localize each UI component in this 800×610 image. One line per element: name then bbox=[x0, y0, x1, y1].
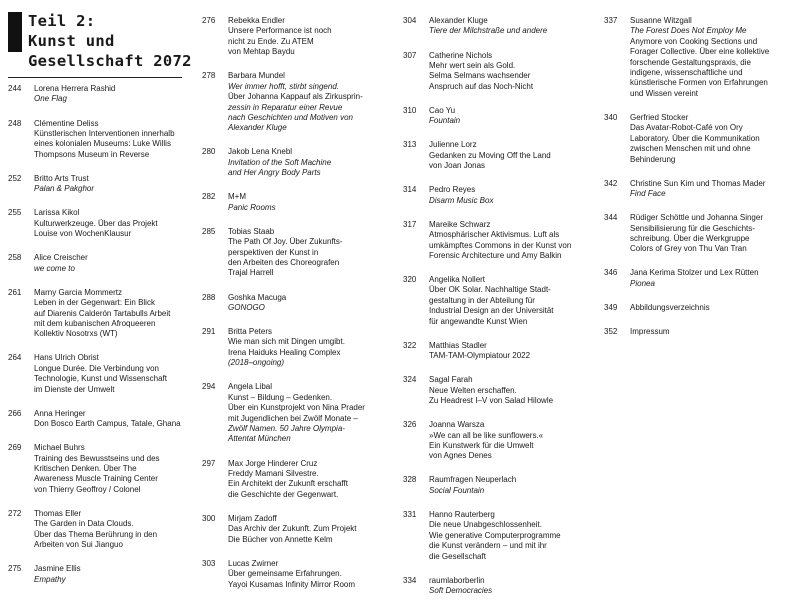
entry-author: Catherine Nichols bbox=[429, 50, 493, 60]
page-number: 261 bbox=[8, 287, 22, 297]
entry-author: Pedro Reyes bbox=[429, 185, 476, 195]
entry-author: Abbildungsverzeichnis bbox=[630, 302, 710, 312]
toc-entry[interactable] bbox=[403, 375, 593, 406]
entry-author: Alexander Kluge bbox=[429, 16, 488, 25]
entry-text bbox=[228, 192, 392, 213]
entry-line: Zu Headrest I–V von Salad Hilowle bbox=[429, 396, 554, 406]
entry-line: Das Avatar-Robot-Café von Ory bbox=[630, 123, 743, 133]
entry-line: Kunst – Bildung – Gedenken. bbox=[228, 392, 333, 402]
page-number: 344 bbox=[604, 213, 618, 223]
entry-author: Matthias Stadler bbox=[429, 340, 487, 350]
entry-line: Über das Thema Berührung in den bbox=[34, 529, 158, 539]
toc-entry[interactable] bbox=[604, 303, 798, 313]
entry-line: die Kunst verändern – und mit ihr bbox=[429, 541, 547, 551]
toc-entry[interactable] bbox=[202, 71, 392, 133]
entry-line: and Her Angry Body Parts bbox=[228, 168, 321, 178]
page-number: 272 bbox=[8, 508, 22, 518]
entry-line: Kritischen Denken. Über The bbox=[34, 464, 137, 474]
entry-line: zessin in Reparatur einer Revue bbox=[228, 102, 343, 112]
page-number: 331 bbox=[403, 509, 417, 519]
entry-line: Wie generative Computerprogramme bbox=[429, 530, 561, 540]
entry-author: Max Jorge Hinderer Cruz bbox=[228, 458, 318, 468]
toc-entry[interactable] bbox=[202, 382, 392, 444]
entry-line: von Agnes Denes bbox=[429, 451, 492, 461]
entry-author: Lorena Herrera Rashid bbox=[34, 84, 116, 93]
entry-text bbox=[630, 327, 798, 337]
entry-line: Colors of Grey von Thu Van Tran bbox=[630, 244, 747, 254]
entry-line: nach Geschichten und Motiven von bbox=[228, 112, 353, 122]
page-number: 280 bbox=[202, 147, 216, 157]
page-number: 313 bbox=[403, 140, 417, 150]
toc-entry[interactable] bbox=[202, 147, 392, 178]
entry-author: Cao Yu bbox=[429, 105, 456, 115]
entry-author: Jasmine Ellis bbox=[34, 564, 81, 574]
entry-line: Wie man sich mit Dingen umgibt. bbox=[228, 337, 345, 347]
page-number: 244 bbox=[8, 84, 22, 93]
entry-author: Larissa Kikol bbox=[34, 208, 80, 218]
page-number: 337 bbox=[604, 16, 618, 25]
entry-author: Britta Peters bbox=[228, 327, 273, 337]
toc-entry[interactable] bbox=[403, 576, 593, 597]
toc-entry[interactable] bbox=[8, 208, 190, 239]
toc-entry[interactable] bbox=[604, 16, 798, 99]
toc-entry[interactable] bbox=[202, 192, 392, 213]
page-number: 282 bbox=[202, 192, 216, 202]
entry-line: Louise von WochenKlausur bbox=[34, 229, 132, 239]
entry-line: im Dienste der Umwelt bbox=[34, 384, 115, 394]
entry-line: von Mehtap Baydu bbox=[228, 47, 295, 57]
toc-column-3 bbox=[403, 16, 593, 610]
toc-entry[interactable] bbox=[8, 288, 190, 340]
section-title-line: Kunst und bbox=[28, 32, 115, 50]
page-number: 285 bbox=[202, 226, 216, 236]
entry-author: Anna Heringer bbox=[34, 408, 86, 418]
page-number: 322 bbox=[403, 340, 417, 350]
entry-author: Barbara Mundel bbox=[228, 71, 285, 81]
toc-entry[interactable] bbox=[8, 443, 190, 495]
entry-line: Alexander Kluge bbox=[228, 123, 287, 133]
entry-line: The Path Of Joy. Über Zukunfts- bbox=[228, 237, 343, 247]
section-marker-bar bbox=[8, 12, 22, 52]
entry-text bbox=[34, 288, 190, 340]
entry-line: für angewandte Kunst Wien bbox=[429, 316, 528, 326]
page-number: 294 bbox=[202, 382, 216, 392]
entry-line: Invitation of the Soft Machine bbox=[228, 157, 332, 167]
entry-text bbox=[228, 327, 392, 369]
page-number: 307 bbox=[403, 50, 417, 60]
entry-author: Jana Kerima Stolzer und Lex Rütten bbox=[630, 268, 759, 278]
entry-text bbox=[429, 510, 593, 562]
entry-author: Michael Buhrs bbox=[34, 443, 85, 453]
entry-line: Disarm Music Box bbox=[429, 195, 494, 205]
toc-entry[interactable] bbox=[8, 353, 190, 395]
entry-line: Selma Selmans wachsender bbox=[429, 71, 531, 81]
entry-text bbox=[429, 106, 593, 127]
toc-entry[interactable] bbox=[403, 16, 593, 37]
entry-line: One Flag bbox=[34, 94, 67, 104]
toc-entry[interactable] bbox=[403, 220, 593, 262]
entry-line: Technologie, Kunst und Wissenschaft bbox=[34, 374, 167, 384]
toc-entry[interactable] bbox=[403, 140, 593, 171]
entry-line: Forensic Architecture und Amy Balkin bbox=[429, 250, 562, 260]
entry-line: Awareness Muscle Training Center bbox=[34, 474, 158, 484]
entry-line: Über ein Kunstprojekt von Nina Prader bbox=[228, 403, 365, 413]
entry-text bbox=[228, 16, 392, 58]
entry-text bbox=[630, 113, 798, 165]
toc-entry[interactable] bbox=[403, 51, 593, 93]
entry-text bbox=[228, 293, 392, 314]
entry-line: Longue Durée. Die Verbindung von bbox=[34, 363, 159, 373]
entry-line: die Gesellschaft bbox=[429, 551, 486, 561]
toc-entry[interactable] bbox=[8, 564, 190, 585]
entry-line: we come to bbox=[34, 263, 75, 273]
entry-text bbox=[429, 341, 593, 362]
entry-line: nicht zu Ende. Zu ATEM bbox=[228, 36, 314, 46]
entry-line: Attentat München bbox=[228, 434, 291, 444]
toc-column-4 bbox=[604, 16, 798, 351]
entry-author: M+M bbox=[228, 192, 246, 202]
page-number: 288 bbox=[202, 292, 216, 302]
entry-line: und Wissen vereint bbox=[630, 88, 699, 98]
page-number: 310 bbox=[403, 105, 417, 115]
section-title-line: Teil 2: bbox=[28, 12, 96, 30]
page-number: 314 bbox=[403, 185, 417, 195]
entry-text bbox=[429, 375, 593, 406]
entry-text bbox=[228, 514, 392, 545]
toc-entry[interactable] bbox=[202, 293, 392, 314]
page-number: 266 bbox=[8, 408, 22, 418]
entry-text bbox=[630, 213, 798, 255]
entry-text bbox=[429, 16, 593, 37]
entry-text bbox=[429, 220, 593, 262]
entry-text bbox=[228, 227, 392, 279]
entry-text bbox=[630, 179, 798, 200]
entry-text bbox=[34, 119, 190, 161]
page-number: 346 bbox=[604, 268, 618, 278]
page-number: 255 bbox=[8, 208, 22, 218]
entry-author: Tobias Staab bbox=[228, 226, 275, 236]
entry-author: raumlaborberlin bbox=[429, 575, 485, 585]
entry-line: Ein Architekt der Zukunft erschafft bbox=[228, 479, 348, 489]
entry-line: Künstlerischen Interventionen innerhalb bbox=[34, 128, 175, 138]
entry-line: GONOGO bbox=[228, 302, 265, 312]
entry-line: mit Jugendlichen bei Zwölf Monate – bbox=[228, 413, 358, 423]
entry-text bbox=[429, 51, 593, 93]
entry-line: Laboratory. Über die Kommunikation bbox=[630, 133, 760, 143]
toc-entry[interactable] bbox=[403, 475, 593, 496]
entry-text bbox=[34, 84, 190, 105]
toc-column-2 bbox=[202, 16, 392, 604]
toc-entry[interactable] bbox=[604, 113, 798, 165]
entry-line: Forager Collective. Über eine kollektive bbox=[630, 47, 770, 57]
entry-text bbox=[34, 253, 190, 274]
entry-line: »We can all be like sunflowers.« bbox=[429, 430, 544, 440]
toc-entry[interactable] bbox=[604, 268, 798, 289]
entry-author: Rebekka Endler bbox=[228, 16, 285, 25]
entry-author: Hanno Rauterberg bbox=[429, 509, 495, 519]
page-number: 340 bbox=[604, 112, 618, 122]
entry-line: Tiere der Milchstraße und andere bbox=[429, 26, 548, 36]
entry-line: Das Archiv der Zukunft. Zum Projekt bbox=[228, 524, 357, 534]
entry-line: The Garden in Data Clouds. bbox=[34, 519, 134, 529]
entry-line: den Arbeiten des Choreografen bbox=[228, 258, 340, 268]
entry-author: Mareike Schwarz bbox=[429, 219, 491, 229]
entry-line: indigene, wissenschaftliche und bbox=[630, 68, 743, 78]
entry-line: mit dem kubanischen Afroqueeren bbox=[34, 318, 156, 328]
entry-text bbox=[429, 275, 593, 327]
entry-line: Kulturwerkzeuge. Über das Projekt bbox=[34, 218, 158, 228]
entry-author: Goshka Macuga bbox=[228, 292, 287, 302]
page-number: 276 bbox=[202, 16, 216, 25]
entry-text bbox=[34, 409, 190, 430]
page-number: 275 bbox=[8, 564, 22, 574]
entry-line: Trajal Harrell bbox=[228, 268, 274, 278]
toc-entry[interactable] bbox=[403, 420, 593, 462]
toc-entry[interactable] bbox=[202, 559, 392, 590]
entry-line: Yayoi Kusamas Infinity Mirror Room bbox=[228, 579, 355, 589]
entry-author: Hans Ulrich Obrist bbox=[34, 353, 99, 363]
entry-author: Lucas Zwirner bbox=[228, 558, 279, 568]
entry-line: gestaltung in der Abteilung für bbox=[429, 295, 535, 305]
entry-line: Social Fountain bbox=[429, 485, 485, 495]
entry-text bbox=[429, 475, 593, 496]
entry-author: Mirjam Zadoff bbox=[228, 513, 277, 523]
toc-entry[interactable] bbox=[202, 16, 392, 58]
entry-author: Impressum bbox=[630, 327, 670, 337]
entry-line: Anspruch auf das Noch-Nicht bbox=[429, 81, 534, 91]
entry-text bbox=[429, 420, 593, 462]
entry-line: Industrial Design an der Universität bbox=[429, 306, 554, 316]
page-number: 297 bbox=[202, 458, 216, 468]
toc-entry[interactable] bbox=[8, 119, 190, 161]
entry-line: Über OK Solar. Nachhaltige Stadt- bbox=[429, 285, 551, 295]
entry-text bbox=[429, 576, 593, 597]
entry-line: die Geschichte der Gegenwart. bbox=[228, 489, 339, 499]
toc-entry[interactable] bbox=[403, 341, 593, 362]
entry-line: (2018–ongoing) bbox=[228, 358, 285, 368]
page-number: 300 bbox=[202, 513, 216, 523]
entry-author: Thomas Eller bbox=[34, 508, 82, 518]
entry-line: Pionea bbox=[630, 278, 655, 288]
entry-text bbox=[429, 140, 593, 171]
entry-line: Freddy Mamani Silvestre. bbox=[228, 468, 319, 478]
entry-author: Julienne Lorz bbox=[429, 140, 477, 150]
entry-author: Christine Sun Kim und Thomas Mader bbox=[630, 178, 766, 188]
toc-entry[interactable] bbox=[604, 213, 798, 255]
entry-text bbox=[630, 303, 798, 313]
toc-column-1 bbox=[8, 84, 190, 599]
entry-line: auf Diarenis Calderón Tartabulls Arbeit bbox=[34, 308, 171, 318]
entry-text bbox=[630, 268, 798, 289]
entry-line: Empathy bbox=[34, 574, 66, 584]
entry-line: Unsere Performance ist noch bbox=[228, 26, 332, 36]
entry-line: The Forest Does Not Employ Me bbox=[630, 26, 747, 36]
page-number: 328 bbox=[403, 475, 417, 485]
page-number: 324 bbox=[403, 375, 417, 385]
entry-author: Marny Garcia Mommertz bbox=[34, 287, 123, 297]
page-number: 269 bbox=[8, 443, 22, 453]
entry-author: Britto Arts Trust bbox=[34, 173, 89, 183]
entry-line: Neue Welten erschaffen. bbox=[429, 385, 517, 395]
toc-entry[interactable] bbox=[403, 106, 593, 127]
entry-line: Soft Democracies bbox=[429, 586, 493, 596]
entry-author: Clémentine Deliss bbox=[34, 118, 99, 128]
entry-line: Kollektiv Nosotrxs (WT) bbox=[34, 329, 118, 339]
entry-text bbox=[228, 382, 392, 444]
section-title bbox=[28, 11, 192, 71]
page-number: 291 bbox=[202, 327, 216, 337]
page-number: 317 bbox=[403, 219, 417, 229]
toc-entry[interactable] bbox=[8, 509, 190, 551]
entry-author: Jakob Lena Knebl bbox=[228, 147, 293, 157]
entry-author: Rüdiger Schöttle und Johanna Singer bbox=[630, 213, 763, 223]
entry-text bbox=[228, 71, 392, 133]
entry-line: Über gemeinsame Erfahrungen. bbox=[228, 569, 342, 579]
entry-author: Alice Creischer bbox=[34, 253, 88, 263]
entry-text bbox=[228, 459, 392, 501]
entry-line: Die neue Unabgeschlossenheit. bbox=[429, 520, 542, 530]
toc-entry[interactable] bbox=[8, 84, 190, 105]
page-number: 352 bbox=[604, 327, 618, 337]
page-number: 258 bbox=[8, 253, 22, 263]
entry-line: schreibung. Über die Werkgruppe bbox=[630, 233, 750, 243]
entry-line: Find Face bbox=[630, 189, 666, 199]
page-number: 342 bbox=[604, 178, 618, 188]
entry-text bbox=[34, 208, 190, 239]
entry-line: Panic Rooms bbox=[228, 202, 276, 212]
entry-line: Arbeiten von Sui Jianguo bbox=[34, 540, 123, 550]
page-number: 304 bbox=[403, 16, 417, 25]
entry-line: TAM-TAM-Olympiatour 2022 bbox=[429, 351, 531, 361]
page-number: 349 bbox=[604, 302, 618, 312]
entry-text bbox=[34, 353, 190, 395]
entry-author: Gerfried Stocker bbox=[630, 112, 689, 122]
entry-text bbox=[34, 564, 190, 585]
toc-entry[interactable] bbox=[8, 174, 190, 195]
entry-line: Atmosphärischer Aktivismus. Luft als bbox=[429, 230, 560, 240]
entry-line: Thompsons Museum in Reverse bbox=[34, 149, 150, 159]
toc-entry[interactable] bbox=[202, 514, 392, 545]
page-number: 303 bbox=[202, 558, 216, 568]
entry-text bbox=[34, 174, 190, 195]
toc-entry[interactable] bbox=[604, 327, 798, 337]
toc-entry[interactable] bbox=[403, 275, 593, 327]
toc-entry[interactable] bbox=[604, 179, 798, 200]
entry-line: zwischen Menschen mit und ohne bbox=[630, 144, 751, 154]
entry-line: Behinderung bbox=[630, 154, 676, 164]
toc-entry[interactable] bbox=[403, 185, 593, 206]
page-number: 334 bbox=[403, 575, 417, 585]
page-number: 320 bbox=[403, 275, 417, 285]
toc-entry[interactable] bbox=[202, 227, 392, 279]
page-number: 248 bbox=[8, 118, 22, 128]
entry-line: Die Bücher von Annette Kelm bbox=[228, 534, 333, 544]
entry-line: Leben in der Gegenwart: Ein Blick bbox=[34, 298, 155, 308]
page-number: 252 bbox=[8, 173, 22, 183]
entry-text bbox=[34, 509, 190, 551]
entry-line: eines kolonialen Museums: Luke Willis bbox=[34, 139, 171, 149]
entry-line: von Joan Jonas bbox=[429, 161, 486, 171]
entry-line: Wer immer hofft, stirbt singend. bbox=[228, 81, 339, 91]
entry-line: Gedanken zu Moving Off the Land bbox=[429, 150, 551, 160]
entry-author: Angela Libal bbox=[228, 382, 273, 392]
entry-line: von Thierry Geoffroy / Colonel bbox=[34, 484, 141, 494]
entry-line: perspektiven der Kunst in bbox=[228, 247, 319, 257]
entry-author: Sagal Farah bbox=[429, 375, 473, 385]
entry-line: umkämpftes Commons in der Kunst von bbox=[429, 240, 572, 250]
entry-line: Mehr wert sein als Gold. bbox=[429, 60, 516, 70]
entry-text bbox=[34, 443, 190, 495]
entry-line: Palan & Pakghor bbox=[34, 184, 95, 194]
entry-text bbox=[228, 147, 392, 178]
section-title-line: Gesellschaft 2072 bbox=[28, 52, 192, 70]
toc-entry[interactable] bbox=[202, 459, 392, 501]
entry-line: Ein Kunstwerk für die Umwelt bbox=[429, 440, 534, 450]
entry-line: Irena Haiduks Healing Complex bbox=[228, 347, 341, 357]
entry-text bbox=[630, 16, 798, 99]
page-number: 326 bbox=[403, 420, 417, 430]
entry-text bbox=[228, 559, 392, 590]
toc-entry[interactable] bbox=[8, 253, 190, 274]
entry-author: Raumfragen Neuperlach bbox=[429, 475, 517, 485]
toc-entry[interactable] bbox=[403, 510, 593, 562]
toc-entry[interactable] bbox=[8, 409, 190, 430]
page-number: 278 bbox=[202, 71, 216, 81]
entry-author: Susanne Witzgall bbox=[630, 16, 692, 25]
entry-text bbox=[429, 185, 593, 206]
entry-line: Über Johanna Kappauf als Zirkusprin- bbox=[228, 92, 363, 102]
toc-entry[interactable] bbox=[202, 327, 392, 369]
entry-line: Zwölf Namen. 50 Jahre Olympia- bbox=[228, 424, 345, 433]
entry-author: Angelika Nollert bbox=[429, 275, 486, 285]
entry-line: künstlerische Formen von Erfahrungen bbox=[630, 78, 768, 88]
entry-author: Joanna Warsza bbox=[429, 420, 485, 430]
entry-line: Anymore von Cooking Sections und bbox=[630, 36, 758, 46]
entry-line: Sensibilisierung für die Geschichts- bbox=[630, 223, 755, 233]
page-number: 264 bbox=[8, 353, 22, 363]
entry-line: Training des Bewusstseins und des bbox=[34, 453, 160, 463]
entry-line: Don Bosco Earth Campus, Tatale, Ghana bbox=[34, 419, 181, 429]
entry-line: Fountain bbox=[429, 116, 461, 126]
entry-line: forschende Gestaltungspraxis, die bbox=[630, 57, 751, 67]
title-divider bbox=[8, 77, 182, 78]
